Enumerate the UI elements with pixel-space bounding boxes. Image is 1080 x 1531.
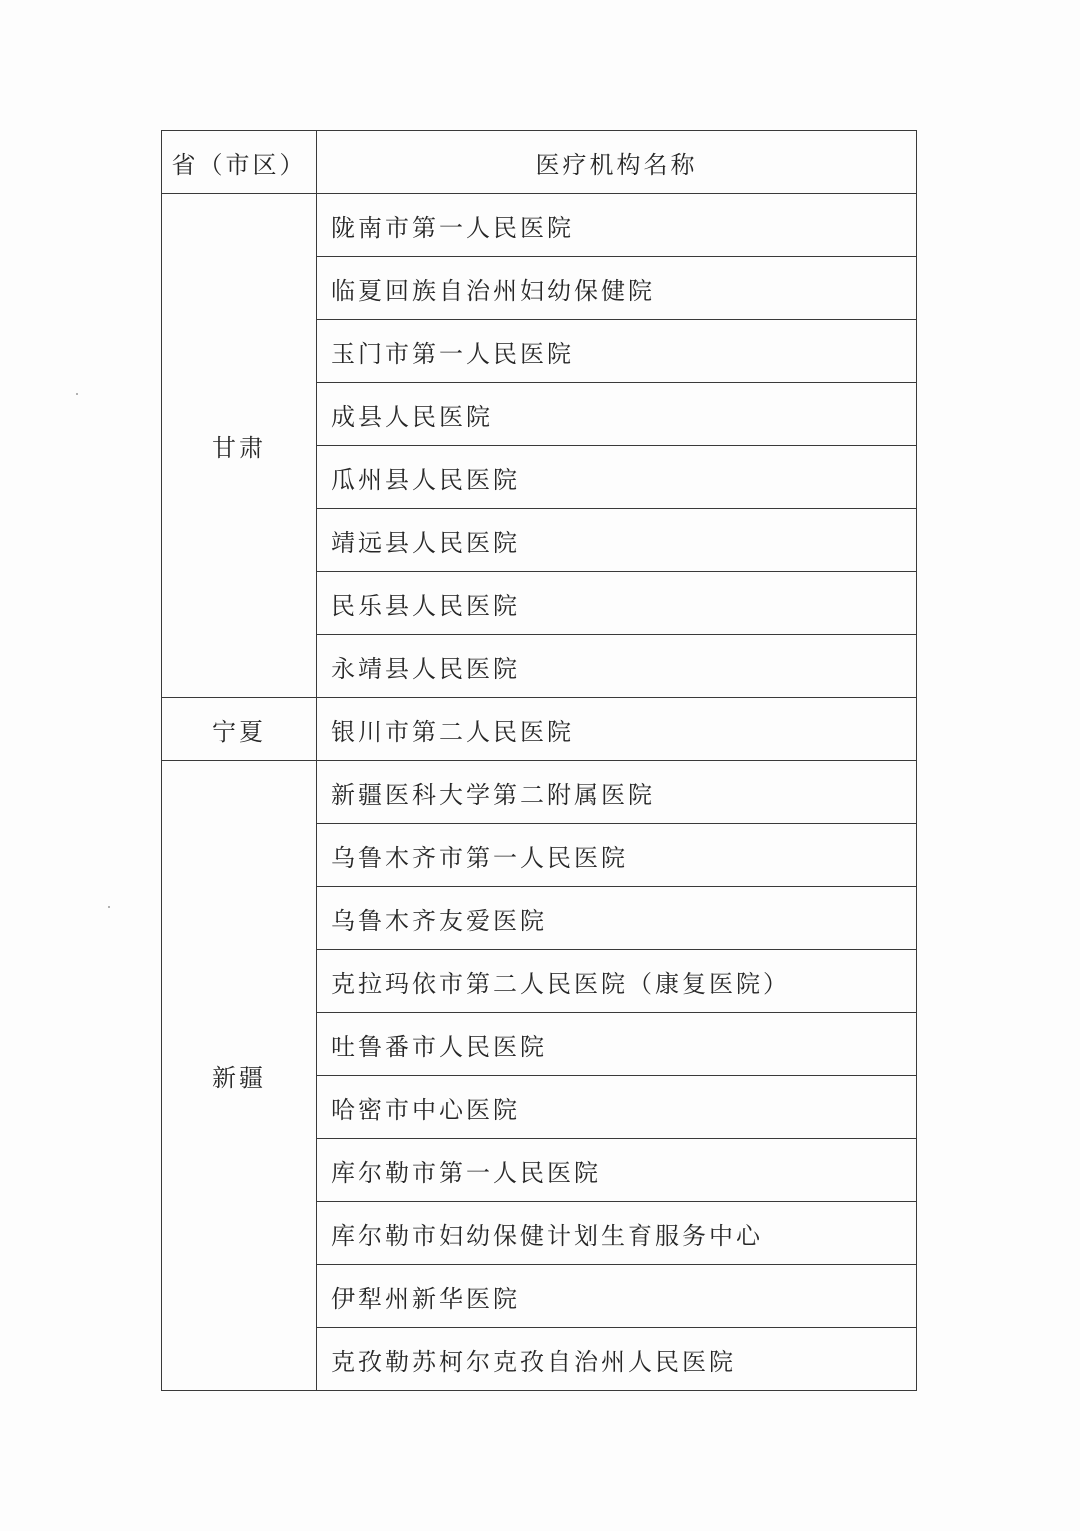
hospital-cell: 玉门市第一人民医院 [317, 320, 917, 383]
hospital-cell: 哈密市中心医院 [317, 1076, 917, 1139]
hospital-cell: 临夏回族自治州妇幼保健院 [317, 257, 917, 320]
hospital-cell: 瓜州县人民医院 [317, 446, 917, 509]
province-cell-ningxia: 宁夏 [162, 698, 317, 761]
hospital-cell: 永靖县人民医院 [317, 635, 917, 698]
hospital-cell: 成县人民医院 [317, 383, 917, 446]
hospital-cell: 吐鲁番市人民医院 [317, 1013, 917, 1076]
hospital-cell: 民乐县人民医院 [317, 572, 917, 635]
hospital-cell: 克拉玛依市第二人民医院（康复医院） [317, 950, 917, 1013]
hospital-cell: 克孜勒苏柯尔克孜自治州人民医院 [317, 1328, 917, 1391]
hospital-cell: 乌鲁木齐友爱医院 [317, 887, 917, 950]
table-row [162, 194, 917, 257]
hospital-cell: 乌鲁木齐市第一人民医院 [317, 824, 917, 887]
hospital-cell: 库尔勒市第一人民医院 [317, 1139, 917, 1202]
header-hospital-name: 医疗机构名称 [317, 131, 917, 194]
table-header-row [162, 131, 917, 194]
hospital-cell: 银川市第二人民医院 [317, 698, 917, 761]
province-cell-gansu: 甘肃 [162, 194, 317, 698]
hospital-cell: 陇南市第一人民医院 [317, 194, 917, 257]
province-cell-xinjiang: 新疆 [162, 761, 317, 1391]
hospital-cell: 新疆医科大学第二附属医院 [317, 761, 917, 824]
header-province: 省（市区） [162, 131, 317, 194]
hospital-table [161, 130, 917, 1391]
table-row [162, 761, 917, 824]
table-row [162, 698, 917, 761]
scan-speck [76, 393, 78, 395]
scan-speck [108, 906, 110, 908]
hospital-cell: 库尔勒市妇幼保健计划生育服务中心 [317, 1202, 917, 1265]
table-body [162, 194, 917, 1391]
hospital-cell: 伊犁州新华医院 [317, 1265, 917, 1328]
hospital-cell: 靖远县人民医院 [317, 509, 917, 572]
